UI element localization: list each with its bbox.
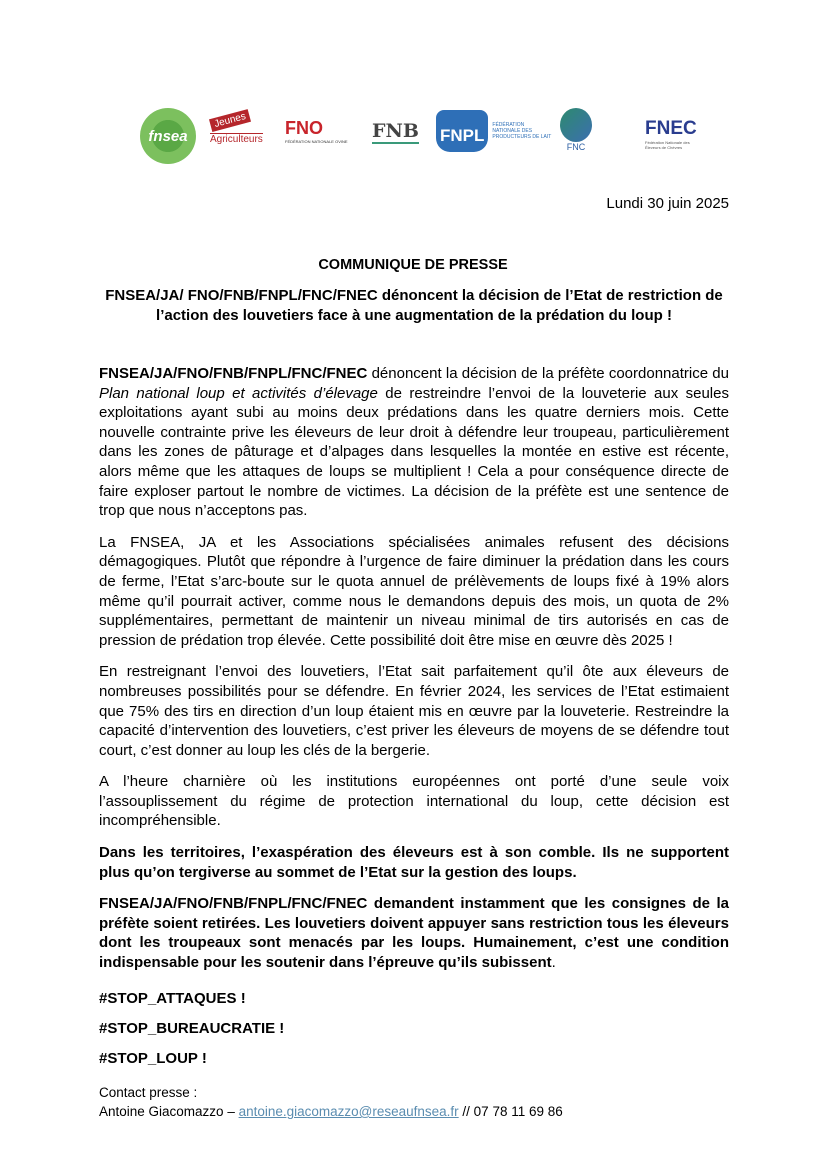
fnec-logo-sub: Fédération Nationale des Éleveurs de Chèvres <box>645 140 690 150</box>
fnc-emblem-icon <box>560 108 592 142</box>
hashtag: #STOP_LOUP ! <box>99 1050 207 1067</box>
paragraph-2: La FNSEA, JA et les Associations spécialisées animales refusent des décisions démagogiques. Plutôt que répondre à l’urgence de faire diminuer la prédation dans les cours de ferme, l’Etat s’arc-boute sur le quota annuel de prélèvements de loups fixé à 19% alors même qu’il pourrait activer, comme nous le demandons depuis des mois, un quota de 2% supplémentaires, permettant de maintenir un niveau minimal de tirs autorisés en cas de pression de prédation trop élevée. Cette possibilité doit être mise en œuvre dès 2025 ! <box>99 533 729 649</box>
fnec-logo-text: FNEC <box>645 118 697 139</box>
contact-email-link[interactable]: antoine.giacomazzo@reseaufnsea.fr <box>238 1104 459 1119</box>
fno-logo-sub: FÉDÉRATION NATIONALE OVINE <box>285 139 348 144</box>
p6-end: . <box>551 954 556 972</box>
p6-bold: FNSEA/JA/FNO/FNB/FNPL/FNC/FNEC demandent instamment que les consignes de la préfète soient retirées. Les louvetiers doivent appuyer sans restriction tous les éleveurs dont les troupeaux sont menacés par les loups. Humainement, c’est une condition indispensable pour les soutenir dans l’épreuve qu’ils subissent <box>99 895 729 972</box>
fnsea-logo <box>140 108 196 164</box>
fnb-logo <box>372 120 419 144</box>
paragraph-5: Dans les territoires, l’exaspération des éleveurs est à son comble. Ils ne supportent plus qu’on tergiverse au sommet de l’Etat sur la gestion des loups. <box>99 844 729 881</box>
paragraph-1 <box>99 364 729 521</box>
fnsea-logo-text: fnsea <box>148 127 188 145</box>
fnpl-logo-sub: FÉDÉRATION NATIONALE DES PRODUCTEURS DE LAIT <box>492 122 552 140</box>
jeunes-agriculteurs-logo <box>210 111 270 154</box>
fnec-logo <box>645 118 697 150</box>
contact-label: Contact presse : <box>99 1085 198 1100</box>
document-subtitle: FNSEA/JA/ FNO/FNB/FNPL/FNC/FNEC dénoncent la décision de l’Etat de restriction de l’action des louvetiers face à une augmentation de la prédation du loup ! <box>105 287 723 324</box>
fnpl-logo-text: FNPL <box>436 110 488 152</box>
fnc-logo <box>560 108 592 152</box>
paragraph-3: En restreignant l’envoi des louvetiers, l’Etat sait parfaitement qu’il ôte aux éleveurs de nombreuses possibilités pour se défendre. En février 2024, les services de l’Etat estimaient que 75% des tirs en direction d’un loup étaient mis en œuvre par la louveterie. Restreindre la capacité d’intervention des louvetiers, c’est priver les éleveurs de moyens de se défendre tout court, c’est donner au loup les clés de la bergerie. <box>99 663 729 759</box>
hashtag: #STOP_ATTAQUES ! <box>99 990 246 1007</box>
date: Lundi 30 juin 2025 <box>606 195 729 212</box>
fno-logo-text: FNO <box>285 118 323 138</box>
hashtags <box>99 990 284 1080</box>
document-title: COMMUNIQUE DE PRESSE <box>318 257 508 273</box>
ja-logo-bottom: Agriculteurs <box>210 134 263 145</box>
p1-bold: FNSEA/JA/FNO/FNB/FNPL/FNC/FNEC <box>99 365 368 382</box>
p1-text-a: dénoncent la décision de la préfète coordonnatrice du <box>367 365 729 382</box>
contact-name: Antoine Giacomazzo – <box>99 1104 239 1119</box>
hashtag: #STOP_BUREAUCRATIE ! <box>99 1020 285 1037</box>
press-contact <box>99 1083 563 1121</box>
paragraph-4: A l’heure charnière où les institutions européennes ont porté d’une seule voix l’assouplissement du régime de protection international du loup, cette décision est incompréhensible. <box>99 773 729 830</box>
fno-logo <box>285 118 348 144</box>
p1-italic: Plan national loup et activités d’élevage <box>99 384 378 402</box>
fnpl-logo <box>436 110 552 152</box>
paragraph-6 <box>99 894 729 972</box>
partner-logos <box>140 106 697 166</box>
fnc-logo-text: FNC <box>566 142 586 152</box>
fnb-logo-text: FNB <box>372 120 419 142</box>
p1-text-b: de restreindre l’envoi de la louveterie aux seules exploitations ayant subi au moins deux prédations dans les quatre derniers mois. Cette nouvelle contrainte prive les éleveurs de leur droit à défendre leur troupeau, particulièrement dans les zones de pâturage et d’alpages dans lesquelles la montée en estive est récente, alors même que les attaques de loups se multiplient ! Cela a pour conséquence directe de faire exploser partout le nombre de victimes. La décision de la préfète est une sentence de trop que nous n’acceptons pas. <box>99 384 729 520</box>
contact-phone: // 07 78 11 69 86 <box>458 1104 563 1119</box>
ja-logo-top: Jeunes <box>209 109 251 132</box>
body-text <box>99 364 729 985</box>
